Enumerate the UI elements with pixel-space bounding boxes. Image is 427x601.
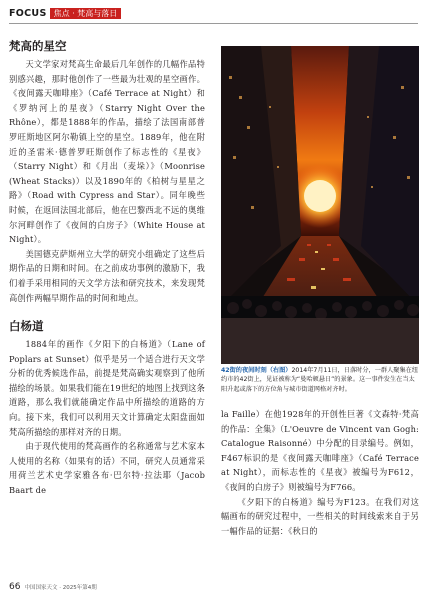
header-rule: [9, 23, 418, 24]
paragraph: 天文学家对梵高生命最后几年创作的几幅作品特别感兴趣，那时他创作了一些最为壮观的星空画作。《夜间露天咖啡座》（Café Terrace at Night）和《罗纳河上的星夜》（Starry Night Over the Rhône），都是1888年的作品，描绘了法国南部普罗旺斯地区阿尔勒镇上空的星空。1889年，他在附近的圣雷米·德普罗旺斯创作了标志性的《星夜》（Starry Night）和《月出（麦垛）》（Moonrise (Wheat Stacks)）以及1890年的《柏树与星星之路》（Road with Cypress and Star）。同年晚些时候，在返回法国北部后，他在巴黎西北不远的奥维尔河畔创作了《夜间的白房子》（White House at Night）。: [9, 59, 205, 245]
page-footer: [9, 582, 97, 592]
paragraph: 美国德克萨斯州立大学的研究小组确定了这些后期作品的日期和时间。在之前成功事例的激励下，我们着手采用相同的天文学方法和研究技术，来发现梵高创作两幅早期作品的时间和地点。: [9, 248, 205, 303]
paragraph: 《夕阳下的白杨道》编号为F123。在我们对这幅画布的研究过程中，一些相关的时间线索来自于另一幅作品的证据：《秋日的: [221, 496, 419, 536]
section-tag: 焦点 · 梵高与落日: [50, 8, 122, 19]
publication-name: 中国国家天文 · 2025年第4期: [24, 585, 97, 591]
page-number: 66: [9, 582, 21, 592]
photo-illustration: [221, 46, 419, 364]
photo-caption: [221, 366, 419, 394]
section-title-poplars: 白杨道: [9, 319, 44, 334]
caption-text: 2014年7月11日，日落时分，一群人聚集在纽约市的42街上，见证被称为“曼哈顿悬日”的景象。这一事件发生在当太阳升起或落下的方位角与城市街道网格对齐时。: [221, 367, 419, 393]
caption-highlight: 42街的夜间时刻（右图）: [221, 367, 292, 374]
paragraph: 由于现代使用的梵高画作的名称通常与艺术家本人使用的名称（如果有的话）不同，研究人员通常采用荷兰艺术史学家雅各布·巴尔特·拉法耶（Jacob Baart de: [9, 441, 205, 496]
left-column: [9, 39, 205, 498]
section-title-starry: 梵高的星空: [9, 39, 67, 53]
section-header: [9, 6, 121, 20]
manhattanhenge-photo: [221, 46, 419, 364]
paragraph: 1884年的画作《夕阳下的白杨道》（Lane of Poplars at Sunset）似乎是另一个适合进行天文学分析的优秀候选作品，前提是梵高确实观察到了他所描绘的场景。如果我们能在19世纪的地图上找到这条道路，那么我们就能确定作品中所描绘的道路的方向。接下来，我们可以利用天文计算确定太阳盘面如梵高所描绘的那样对齐的日期。: [9, 339, 205, 437]
right-column: [221, 407, 419, 538]
section-label: FOCUS: [9, 7, 47, 19]
paragraph: la Faille）在他1928年的开创性巨著《文森特·梵高的作品：全集》（L'Oeuvre de Vincent van Gogh: Catalogue Raisonné）中分配的目录编号。例如，F467标识的是《夜间露天咖啡座》（Café Terrace at Night），而标志性的《星夜》被编号为F612，《夜间的白房子》则被编号为F766。: [221, 409, 419, 492]
